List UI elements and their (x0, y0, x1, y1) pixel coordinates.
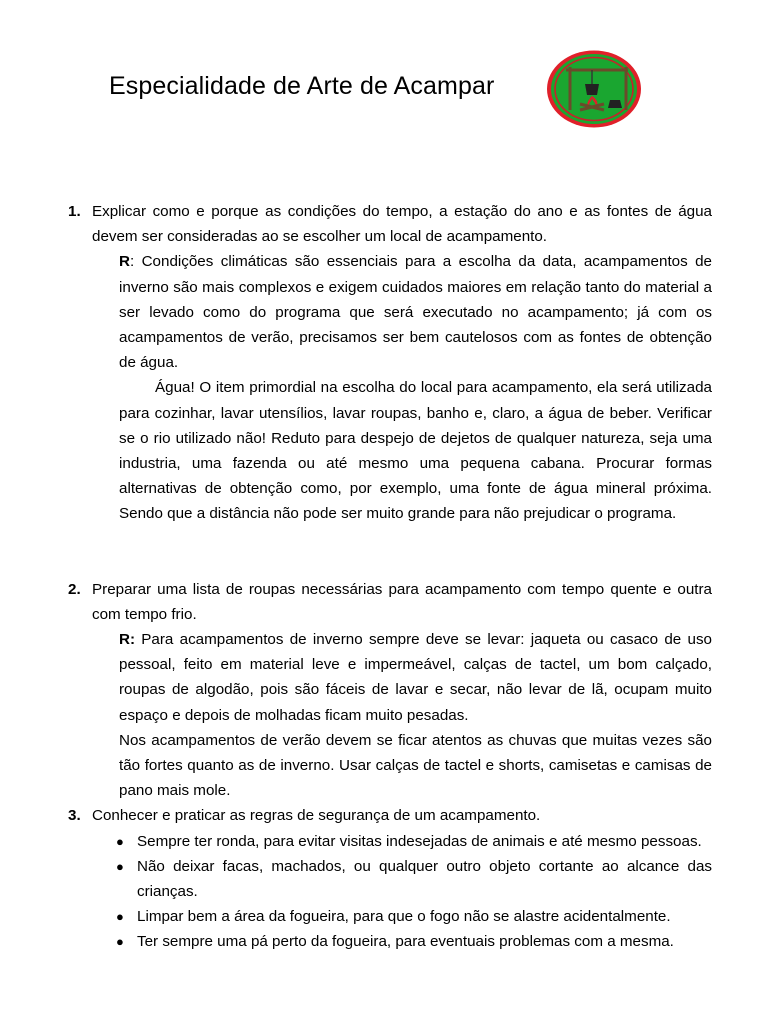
question-item-1 (0, 199, 768, 527)
answer-extra-paragraph: Água! O item primordial na escolha do local para acampamento, ela será utilizada para cozinhar, lavar utensílios, lavar roupas, banho e, claro, a água de beber. Verificar se o rio utilizado não! Reduto para despejo de dejetos de qualquer natureza, seja uma industria, uma fazenda ou até mesmo uma pequena cabana. Procurar formas alternativas de obtenção como, por exemplo, uma fonte de água mineral próxima. Sendo que a distância não pode ser muito grande para não prejudicar o programa. (119, 379, 712, 523)
list-item-text: Limpar bem a área da fogueira, para que o fogo não se alastre acidentalmente. (137, 908, 671, 926)
list-item (116, 854, 712, 904)
bullet-icon: ● (116, 833, 124, 849)
answer-paragraph (119, 627, 712, 728)
answer-label: R: (119, 631, 136, 649)
bullet-icon: ● (116, 858, 124, 874)
question-item-2 (0, 577, 768, 804)
bullet-icon: ● (116, 934, 124, 950)
list-item (116, 904, 712, 929)
answer-label: R (119, 253, 130, 271)
answer-paragraph (119, 249, 712, 375)
campfire-badge-icon (544, 48, 644, 130)
question-number: 2. (68, 580, 81, 598)
list-item-text: Sempre ter ronda, para evitar visitas indesejadas de animais e até mesmo pessoas. (137, 832, 702, 850)
answer-text: : Condições climáticas são essenciais para a escolha da data, acampamentos de inverno são mais complexos e exigem cuidados maiores em relação tanto do material a ser levado como do programa que será executado no acampamento; já com os acampamentos de verão, precisamos ser bem cautelosos com as fontes de obtenção de água. (119, 253, 712, 372)
question-text: Conhecer e praticar as regras de segurança de um acampamento. (92, 807, 541, 825)
answer-extra-paragraph: Nos acampamentos de verão devem se ficar atentos as chuvas que muitas vezes são tão fortes quanto as de inverno. Usar calças de tactel e shorts, camisetas e camisas de pano mais mole. (119, 731, 712, 800)
question-number: 3. (68, 807, 81, 825)
document-body (0, 199, 768, 955)
question-text: Explicar como e porque as condições do tempo, a estação do ano e as fontes de água devem ser consideradas ao se escolher um local de acampamento. (92, 203, 712, 246)
cooking-pot (585, 84, 599, 95)
list-item (116, 829, 712, 854)
question-number: 1. (68, 203, 81, 220)
list-item-text: Não deixar facas, machados, ou qualquer outro objeto cortante ao alcance das crianças. (137, 857, 712, 901)
question-item-3 (0, 803, 768, 954)
list-item (116, 929, 712, 954)
safety-rules-list (0, 829, 768, 955)
answer-text: Para acampamentos de inverno sempre deve se levar: jaqueta ou casaco de uso pessoal, feito em material leve e impermeável, calças de tactel, um bom calçado, roupas de algodão, pois são fáceis de lavar e secar, não levar de lã, ocupam muito espaço e depois de molhadas ficam muito pesadas. (119, 631, 712, 724)
question-text: Preparar uma lista de roupas necessárias para acampamento com tempo quente e outra com tempo frio. (92, 580, 712, 623)
page-title: Especialidade de Arte de Acampar (109, 72, 495, 100)
list-item-text: Ter sempre uma pá perto da fogueira, para eventuais problemas com a mesma. (137, 933, 674, 951)
kettle (608, 100, 622, 108)
bullet-icon: ● (116, 909, 124, 925)
